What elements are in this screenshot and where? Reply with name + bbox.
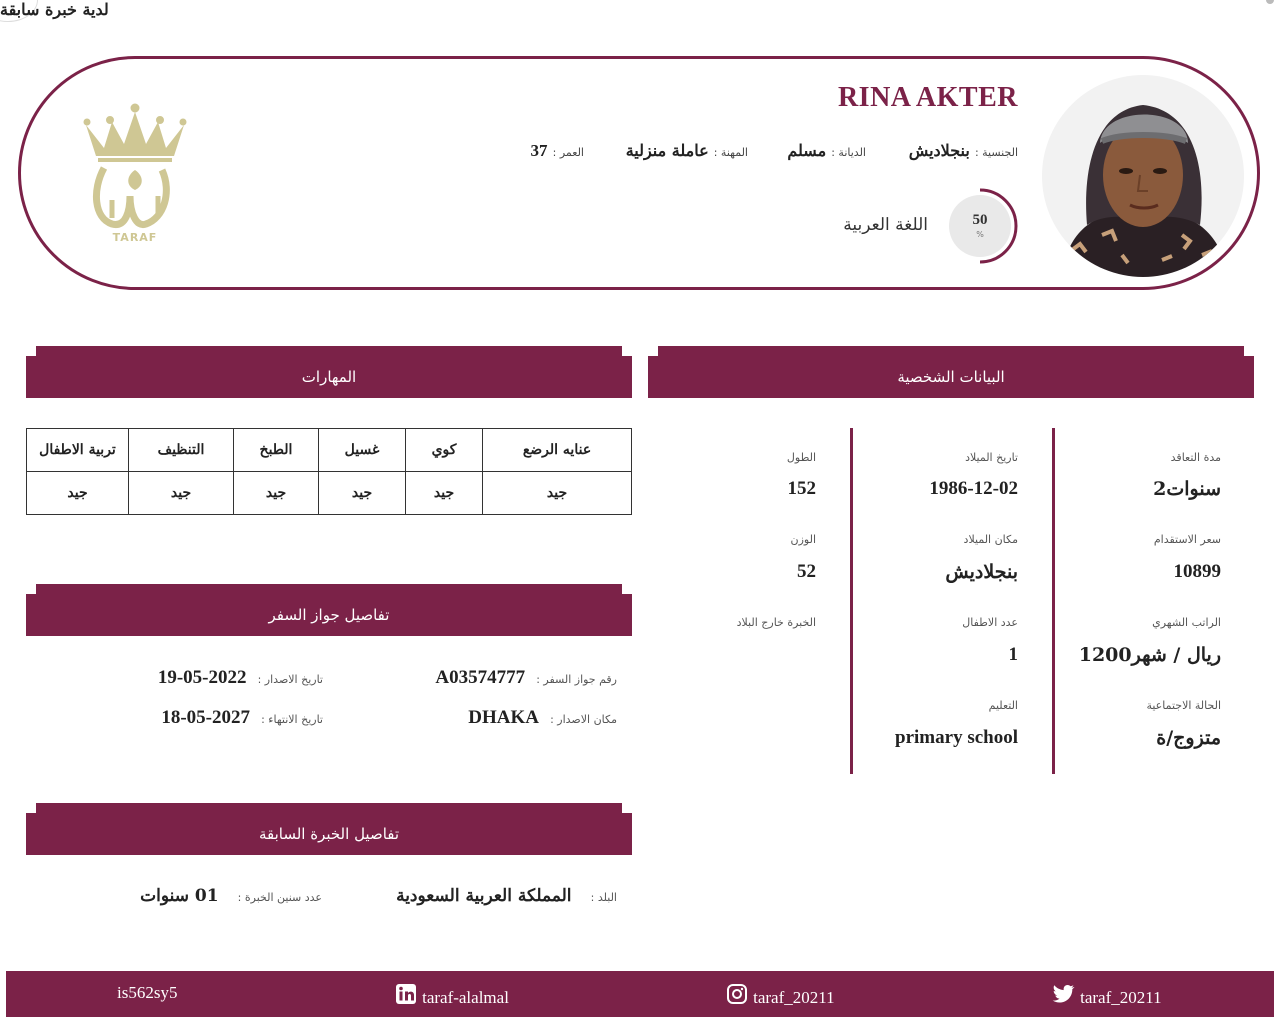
skill-header: غسيل [319, 429, 406, 472]
instagram-handle: taraf_20211 [753, 987, 835, 1007]
skills-section-banner: المهارات [26, 356, 632, 398]
banner-tab [36, 845, 622, 855]
issue-place-value: DHAKA [468, 707, 539, 728]
children-count-label: عدد الاطفال [962, 616, 1018, 629]
skill-header: الطبخ [234, 429, 319, 472]
experience-years-label: عدد سنين الخبرة : [237, 891, 322, 904]
twitter-handle: taraf_20211 [1080, 987, 1162, 1007]
skill-value: جيد [234, 472, 319, 515]
skills-value-row [27, 472, 632, 515]
contract-duration-value: 2سنوات [1153, 478, 1221, 500]
linkedin-handle: taraf-alalmal [422, 987, 509, 1007]
expiry-date-label: تاريخ الانتهاء : [261, 713, 323, 726]
religion-field [787, 141, 866, 160]
birth-place-value: بنجلاديش [945, 561, 1018, 583]
monthly-salary-value: 1200ريال / شهر [1078, 644, 1221, 666]
birth-place-label: مكان الميلاد [963, 533, 1018, 546]
skill-header: كوي [406, 429, 483, 472]
experience-country-value: المملكة العربية السعودية [396, 886, 572, 906]
monthly-salary-label: الراتب الشهري [1152, 616, 1221, 629]
experience-country-field [396, 886, 617, 906]
age-value: 37 [530, 141, 548, 160]
experience-section-banner: تفاصيل الخبرة السابقة [26, 813, 632, 855]
banner-tab [36, 803, 622, 813]
education-value: primary school [895, 727, 1018, 748]
experience-years-value: 01 سنوات [140, 886, 219, 906]
banner-tab [36, 388, 622, 398]
passport-section-banner: تفاصيل جواز السفر [26, 594, 632, 636]
passport-number-label: رقم جواز السفر : [536, 673, 617, 686]
children-count-value: 1 [1008, 644, 1018, 665]
passport-number-field [435, 667, 617, 689]
expiry-date-field [161, 707, 323, 729]
experience-country-label: البلد : [590, 891, 617, 904]
recruitment-price-label: سعر الاستقدام [1153, 533, 1221, 546]
nationality-field [909, 141, 1018, 160]
candidate-photo [1042, 75, 1244, 277]
skill-header: التنظيف [129, 429, 234, 472]
language-label: اللغة العربية [843, 215, 928, 235]
column-divider [850, 428, 853, 774]
issue-date-field [158, 667, 323, 689]
job-label: المهنة : [713, 146, 748, 159]
abroad-experience-value: لدية خبرة سابقة [0, 0, 109, 19]
abroad-experience-label: الخبرة خارج البلاد [736, 616, 816, 629]
language-gauge [944, 186, 1020, 266]
skills-table [26, 428, 632, 515]
age-field [531, 141, 584, 161]
birth-date-label: تاريخ الميلاد [965, 451, 1018, 464]
footer-bar [6, 971, 1274, 1017]
banner-tab [36, 346, 622, 356]
skill-header: عنايه الرضع [483, 429, 632, 472]
candidate-code: is562sy5 [117, 983, 178, 1002]
contract-duration-label: مدة التعاقد [1170, 451, 1221, 464]
twitter-icon [1051, 983, 1075, 1009]
banner-tab [36, 626, 622, 636]
birth-date-value: 1986-12-02 [929, 478, 1018, 499]
banner-tab [658, 346, 1244, 356]
religion-label: الديانة : [831, 146, 866, 159]
expiry-date-value: 2027-05-18 [161, 707, 250, 728]
language-percent-value: 50 [972, 212, 988, 228]
marital-status-value: متزوج/ة [1156, 727, 1221, 749]
scrollbar-thumb[interactable] [1266, 0, 1274, 4]
candidate-name: RINA AKTER [837, 82, 1018, 113]
personal-section-banner: البيانات الشخصية [648, 356, 1254, 398]
column-divider [1052, 428, 1055, 774]
passport-number-value: A03574777 [435, 667, 526, 688]
religion-value: مسلم [787, 141, 827, 160]
instagram-link[interactable] [726, 983, 835, 1007]
job-field [626, 141, 748, 160]
skill-value: جيد [406, 472, 483, 515]
instagram-icon [726, 983, 748, 1009]
skills-header-row [27, 429, 632, 472]
issue-place-field [468, 707, 617, 729]
percent-sign: % [976, 230, 984, 239]
taraf-logo [82, 100, 188, 250]
skill-value: جيد [319, 472, 406, 515]
banner-tab [36, 584, 622, 594]
nationality-value: بنجلاديش [908, 141, 970, 160]
nationality-label: الجنسية : [974, 146, 1018, 159]
skill-header: تربية الاطفال [27, 429, 129, 472]
banner-tab [658, 388, 1244, 398]
logo-text: TARAF [112, 231, 158, 244]
height-value: 152 [787, 478, 816, 499]
weight-label: الوزن [790, 533, 816, 546]
skill-value: جيد [27, 472, 129, 515]
job-value: عاملة منزلية [625, 141, 709, 160]
age-label: العمر : [552, 146, 584, 159]
education-label: التعليم [988, 699, 1018, 712]
issue-date-value: 2022-05-19 [157, 667, 247, 688]
experience-years-field [140, 886, 322, 906]
skill-value: جيد [129, 472, 234, 515]
issue-place-label: مكان الاصدار : [550, 713, 617, 726]
marital-status-label: الحالة الاجتماعية [1146, 699, 1221, 712]
linkedin-link[interactable] [395, 983, 509, 1007]
recruitment-price-value: 10899 [1173, 561, 1221, 582]
linkedin-icon [395, 983, 417, 1009]
weight-value: 52 [797, 561, 816, 582]
height-label: الطول [786, 451, 816, 464]
issue-date-label: تاريخ الاصدار : [257, 673, 323, 686]
twitter-link[interactable] [1051, 983, 1162, 1007]
skill-value: جيد [483, 472, 632, 515]
